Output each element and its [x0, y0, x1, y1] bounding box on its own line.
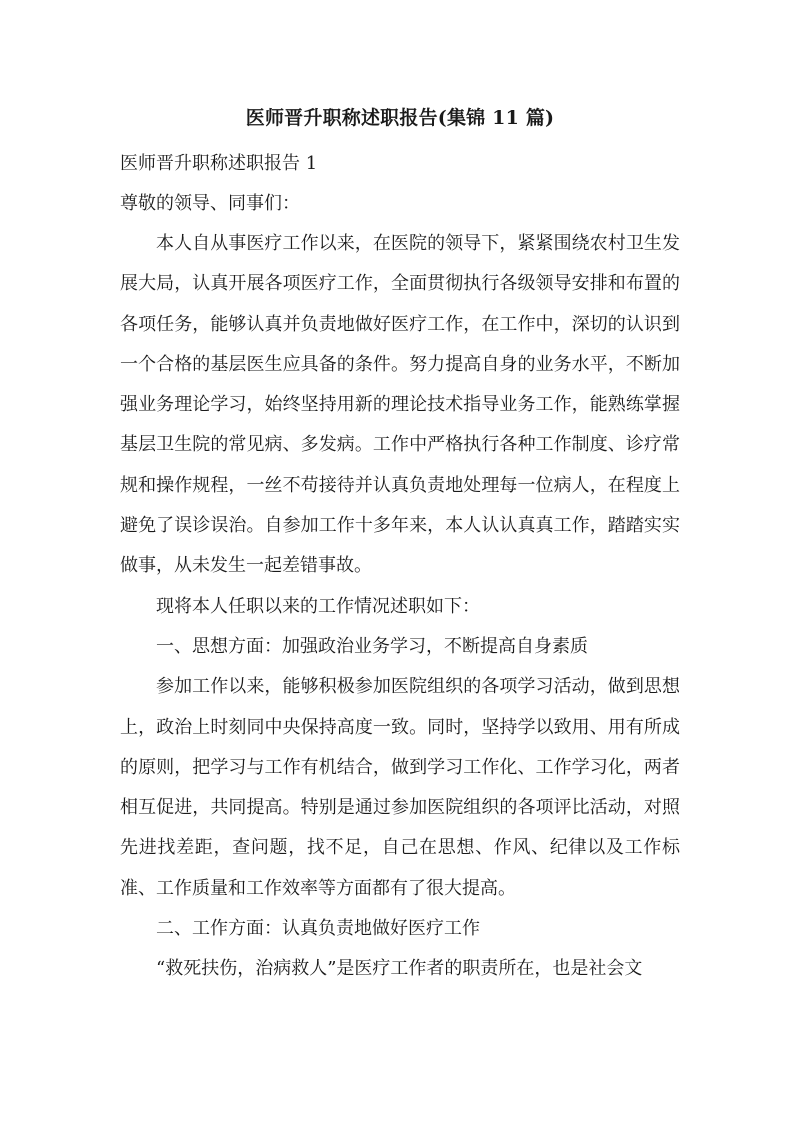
- body-paragraph: 现将本人任职以来的工作情况述职如下：: [156, 595, 480, 617]
- body-paragraph: “救死扶伤，治病救人”是医疗工作者的职责所在，也是社会文: [156, 958, 643, 980]
- section-heading: 医师晋升职称述职报告 1: [120, 153, 318, 174]
- section-heading: 一、思想方面：加强政治业务学习，不断提高自身素质: [156, 635, 588, 657]
- body-paragraph: 参加工作以来，能够积极参加医院组织的各项学习活动，做到思想上，政治上时刻同中央保持高度一致。同时，坚持学以致用、用有所成的原则，把学习与工作有机结合，做到学习工作化、工作学习化，两者相互促进，共同提高。特别是通过参加医院组织的各项评比活动，对照先进找差距，查问题，找不足，自己在思想、作风、纪律以及工作标准、工作质量和工作效率等方面都有了很大提高。: [120, 676, 680, 899]
- document-title: 医师晋升职称述职报告(集锦 11 篇): [245, 107, 555, 129]
- body-paragraph: 本人自从事医疗工作以来，在医院的领导下，紧紧围绕农村卫生发展大局，认真开展各项医疗工作，全面贯彻执行各级领导安排和布置的各项任务，能够认真并负责地做好医疗工作，在工作中，深切的认识到一个合格的基层医生应具备的条件。努力提高自身的业务水平，不断加强业务理论学习，始终坚持用新的理论技术指导业务工作，能熟练掌握基层卫生院的常见病、多发病。工作中严格执行各种工作制度、诊疗常规和操作规程，一丝不苟接待并认真负责地处理每一位病人，在程度上避免了误诊误治。自参加工作十多年来，本人认认真真工作，踏踏实实做事，从未发生一起差错事故。: [120, 233, 680, 577]
- section-heading: 二、工作方面：认真负责地做好医疗工作: [156, 918, 480, 940]
- salutation: 尊敬的领导、同事们：: [120, 193, 300, 214]
